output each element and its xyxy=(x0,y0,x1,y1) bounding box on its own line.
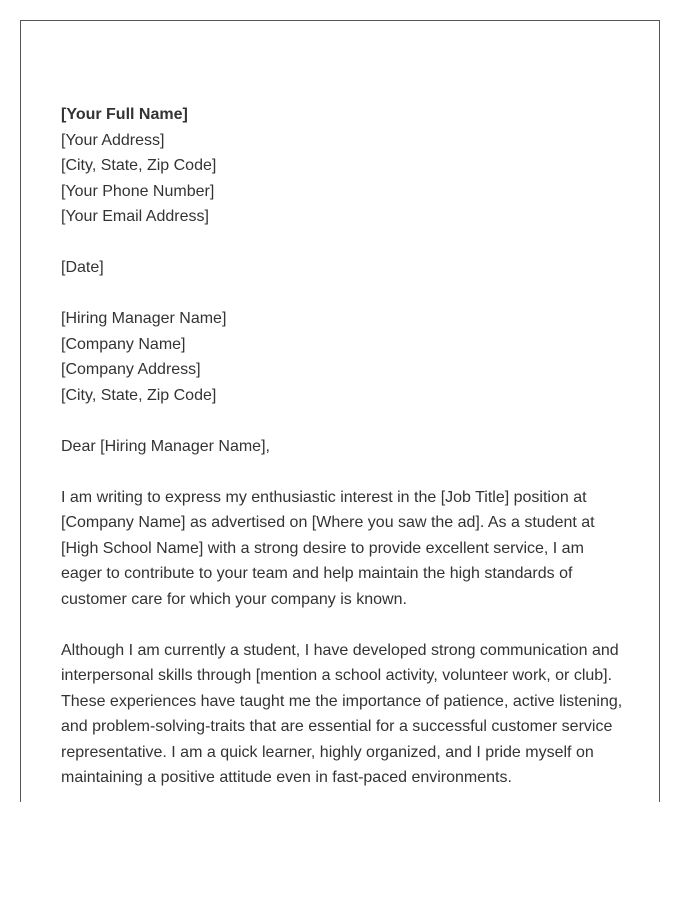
recipient-company: [Company Name] xyxy=(61,335,186,353)
body-paragraph-2: Although I am currently a student, I have developed strong communication and interpersonal skills through [mention a school activity, volunteer work, or club]. These experiences have taught me the importance of patience, active listening, and problem-solving-traits that are essential for a successful customer service representative. I am a quick learner, highly organized, and I pride myself on maintaining a positive attitude even in fast-paced environments. xyxy=(61,641,623,786)
sender-email: [Your Email Address] xyxy=(61,208,209,225)
sender-phone: [Your Phone Number] xyxy=(61,182,215,200)
body-paragraph-1: I am writing to express my enthusiastic interest in the [Job Title] position at [Company Name] as advertised on [Where you saw the ad]. As a student at [High School Name] with a strong desire to provide excellent service, I am eager to contribute to your team and help maintain the high standards of customer care for which your company is known. xyxy=(61,488,595,608)
recipient-block xyxy=(61,306,626,408)
recipient-address: [Company Address] xyxy=(61,361,201,378)
salutation: Dear [Hiring Manager Name], xyxy=(61,437,270,455)
recipient-name: [Hiring Manager Name] xyxy=(61,310,227,327)
sender-block xyxy=(61,102,626,230)
sender-address: [Your Address] xyxy=(61,131,165,149)
recipient-city-state-zip: [City, State, Zip Code] xyxy=(61,386,217,404)
letter-page xyxy=(20,20,660,802)
sender-city-state-zip: [City, State, Zip Code] xyxy=(61,157,217,174)
sender-name: [Your Full Name] xyxy=(61,106,188,123)
letter-date: [Date] xyxy=(61,259,104,276)
letter-body xyxy=(61,102,626,791)
